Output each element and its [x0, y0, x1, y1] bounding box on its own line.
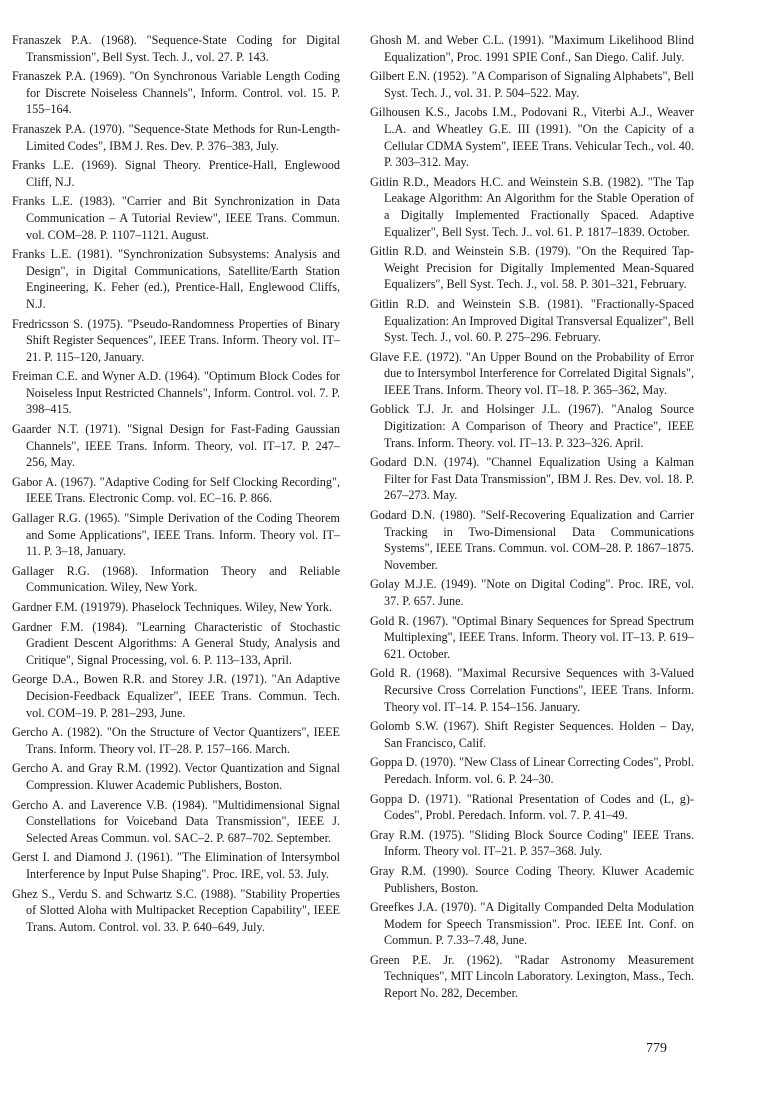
reference-entry: Franaszek P.A. (1970). "Sequence-State Methods for Run-Length-Limited Codes", IBM J. Res. Dev. P. 376–383, July. — [12, 121, 340, 153]
reference-entry: Gold R. (1967). "Optimal Binary Sequences for Spread Spectrum Multiplexing", IEEE Trans. Inform. Theory vol. IT–13. P. 619–621. October. — [370, 613, 694, 661]
page-number: 779 — [646, 1041, 667, 1056]
reference-entry: Gilhousen K.S., Jacobs I.M., Podovani R., Viterbi A.J., Weaver L.A. and Wheatley G.E. III (1991). "On the Capicity of a Cellular CDMA System", IEEE Trans. Vehicular Tech., vol. 40. P. 303–312. May. — [370, 105, 694, 170]
reference-entry: Gardner F.M. (1984). "Learning Characteristic of Stochastic Gradient Descent Algorithms: A General Study, Analysis and Critique", Signal Processing, vol. 6. P. 113–133, April. — [12, 619, 340, 667]
reference-entry: Golomb S.W. (1967). Shift Register Sequences. Holden – Day, San Francisco, Calif. — [370, 719, 694, 750]
reference-entry: Ghez S., Verdu S. and Schwartz S.C. (1988). "Stability Properties of Slotted Aloha with Multipacket Reception Capability", IEEE Trans. Autom. Control. vol. 33. P. 640–649, July. — [12, 886, 340, 934]
reference-entry: Godard D.N. (1974). "Channel Equalization Using a Kalman Filter for Fast Data Transmission", IBM J. Res. Dev. vol. 18. P. 267–273. May. — [370, 455, 694, 503]
reference-entry: Goblick T.J. Jr. and Holsinger J.L. (1967). "Analog Source Digitization: A Comparison of Theory and Practice", IEEE Trans. Inform. Theory. vol. IT–13. P. 323–326. April. — [370, 402, 694, 450]
reference-entry: Franaszek P.A. (1968). "Sequence-State Coding for Digital Transmission", Bell Syst. Tech. J., vol. 27. P. 143. — [12, 33, 340, 64]
reference-entry: Gardner F.M. (191979). Phaselock Techniques. Wiley, New York. — [12, 600, 333, 614]
reference-entry: Golay M.J.E. (1949). "Note on Digital Coding". Proc. IRE, vol. 37. P. 657. June. — [370, 577, 694, 608]
references-column-right — [370, 32, 694, 1005]
reference-entry: Gercho A. (1982). "On the Structure of Vector Quantizers", IEEE Trans. Inform. Theory vol. IT–28. P. 157–166. March. — [12, 725, 340, 756]
reference-entry: Gitlin R.D. and Weinstein S.B. (1979). "On the Required Tap-Weight Precision for Digitally Implemented Mean-Squared Equalizers", Bell Syst. Tech. J., vol. 58. P. 301–321, February. — [370, 244, 694, 292]
reference-entry: Gilbert E.N. (1952). "A Comparison of Signaling Alphabets", Bell Syst. Tech. J., vol. 31. P. 504–522. May. — [370, 69, 694, 100]
reference-entry: Gallager R.G. (1968). Information Theory and Reliable Communication. Wiley, New York. — [12, 563, 340, 595]
reference-entry: Green P.E. Jr. (1962). "Radar Astronomy Measurement Techniques", MIT Lincoln Laboratory. Lexington, Mass., Tech. Report No. 282, December. — [370, 952, 694, 1001]
reference-entry: Franaszek P.A. (1969). "On Synchronous Variable Length Coding for Discrete Noiseless Channels", Inform. Control. vol. 15. P. 155–164. — [12, 69, 340, 117]
reference-entry: George D.A., Bowen R.R. and Storey J.R. (1971). "An Adaptive Decision-Feedback Equalizer", IEEE Trans. Commun. Tech. vol. COM–19. P. 281–293, June. — [12, 672, 340, 720]
reference-entry: Freiman C.E. and Wyner A.D. (1964). "Optimum Block Codes for Noiseless Input Restricted Channels", Inform. Control. vol. 7. P. 398–415. — [12, 369, 340, 417]
reference-entry: Franks L.E. (1969). Signal Theory. Prentice-Hall, Englewood Cliff, N.J. — [12, 158, 340, 189]
reference-entry: Greefkes J.A. (1970). "A Digitally Companded Delta Modulation Modem for Speech Transmission". Proc. IEEE Int. Conf. on Commun. P. 7.33–7.48, June. — [370, 900, 694, 948]
reference-entry: Gercho A. and Laverence V.B. (1984). "Multidimensional Signal Constellations for Voiceband Data Transmission", IEEE J. Selected Areas Commun. vol. SAC–2. P. 687–702. September. — [12, 797, 340, 845]
references-column-left — [12, 32, 340, 938]
reference-entry: Gitlin R.D., Meadors H.C. and Weinstein S.B. (1982). "The Tap Leakage Algorithm: An Algorithm for the Stable Operation of a Digitally Implemented Fractionally Spaced. Adaptive Equalizer", Bell Syst. Tech. J.. vol. 61. P. 1817–1839. October. — [370, 174, 694, 239]
reference-entry: Goppa D. (1970). "New Class of Linear Correcting Codes", Probl. Peredach. Inform. vol. 6. P. 24–30. — [370, 755, 694, 786]
reference-entry: Gray R.M. (1990). Source Coding Theory. Kluwer Academic Publishers, Boston. — [370, 863, 694, 895]
reference-entry: Franks L.E. (1983). "Carrier and Bit Synchronization in Data Communication – A Tutorial Review", IEEE Trans. Commun. vol. COM–28. P. 1107–1121. August. — [12, 194, 340, 242]
reference-entry: Gabor A. (1967). "Adaptive Coding for Self Clocking Recording", IEEE Trans. Electronic Comp. vol. EC–16. P. 866. — [12, 474, 340, 506]
reference-entry: Gray R.M. (1975). "Sliding Block Source Coding" IEEE Trans. Inform. Theory vol. IT–21. P. 357–368. July. — [370, 827, 694, 859]
reference-entry: Gitlin R.D. and Weinstein S.B. (1981). "Fractionally-Spaced Equalization: An Improved Digital Transversal Equalizer", Bell Syst. Tech. J., vol. 60. P. 275–296. February. — [370, 296, 694, 345]
reference-entry: Franks L.E. (1981). "Synchronization Subsystems: Analysis and Design", in Digital Communications, Satellite/Earth Station Engineering, K. Feher (ed.), Prentice-Hall, Englewood Cliffs, N.J. — [12, 247, 340, 311]
reference-entry: Ghosh M. and Weber C.L. (1991). "Maximum Likelihood Blind Equalization", Proc. 1991 SPIE Conf., San Diego. Calif. July. — [370, 33, 694, 64]
reference-entry: Goppa D. (1971). "Rational Presentation of Codes and (L, g)-Codes", Probl. Peredach. Inform. vol. 7. P. 41–49. — [370, 791, 694, 823]
reference-entry: Fredricsson S. (1975). "Pseudo-Randomness Properties of Binary Shift Register Sequences", IEEE Trans. Inform. Theory vol. IT–21. P. 115–120, January. — [12, 316, 340, 364]
reference-entry: Gold R. (1968). "Maximal Recursive Sequences with 3-Valued Recursive Cross Correlation Functions", IEEE Trans. Inform. Theory vol. IT–14. P. 154–156. January. — [370, 666, 694, 714]
reference-entry: Gerst I. and Diamond J. (1961). "The Elimination of Intersymbol Interference by Input Pulse Shaping". Proc. IRE, vol. 53. July. — [12, 850, 340, 881]
reference-entry: Gallager R.G. (1965). "Simple Derivation of the Coding Theorem and Some Applications", IEEE Trans. Inform. Theory vol. IT–11. P. 3–18, January. — [12, 511, 340, 559]
reference-entry: Gaarder N.T. (1971). "Signal Design for Fast-Fading Gaussian Channels", IEEE Trans. Inform. Theory, vol. IT–17. P. 247–256, May. — [12, 422, 340, 470]
reference-entry: Glave F.E. (1972). "An Upper Bound on the Probability of Error due to Intersymbol Interference for Correlated Digital Signals", IEEE Trans. Inform. Theory vol. IT–18. P. 365–362, May. — [370, 349, 694, 397]
reference-entry: Godard D.N. (1980). "Self-Recovering Equalization and Carrier Tracking in Two-Dimensional Data Communications Systems", IEEE Trans. Commun. vol. COM–28. P. 1867–1875. November. — [370, 508, 694, 572]
reference-entry: Gercho A. and Gray R.M. (1992). Vector Quantization and Signal Compression. Kluwer Academic Publishers, Boston. — [12, 761, 340, 792]
